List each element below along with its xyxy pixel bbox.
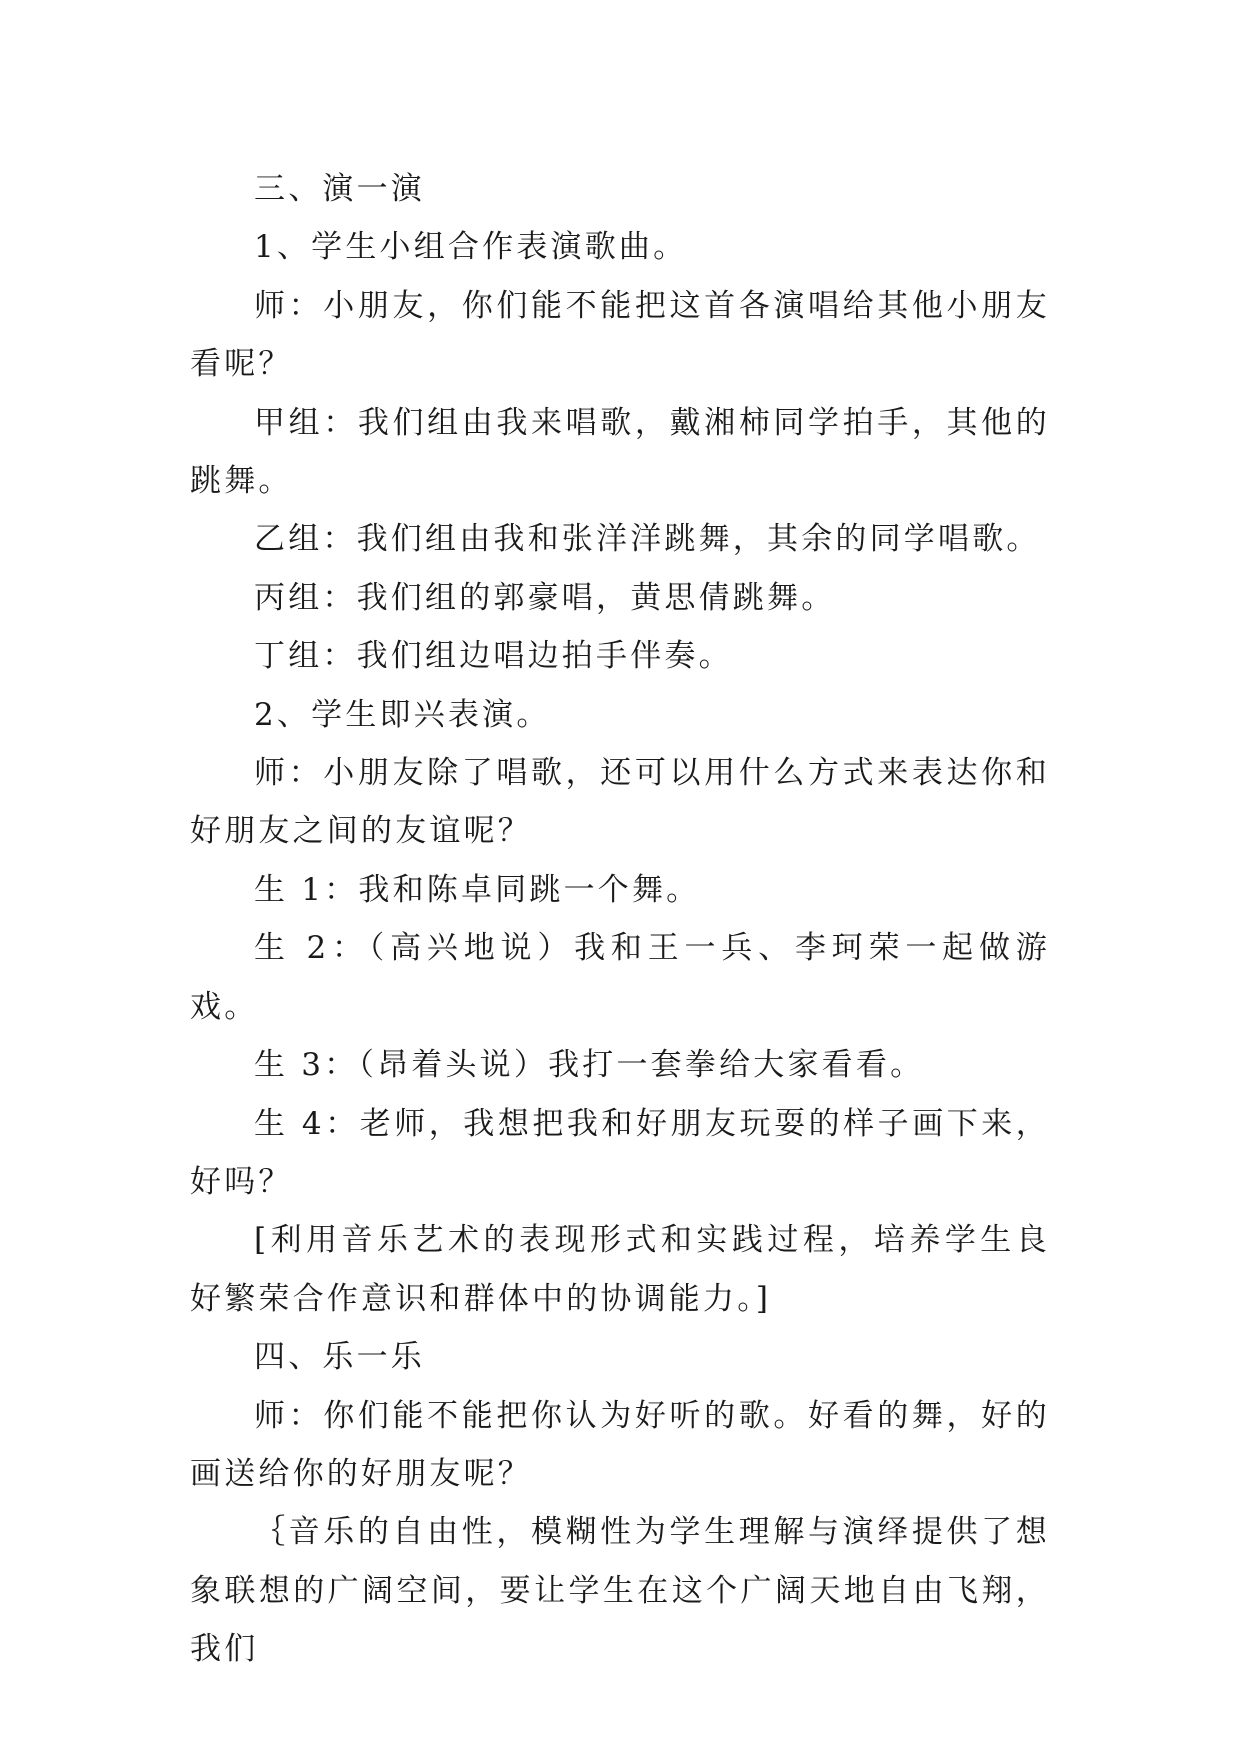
paragraph-group-bing: 丙组：我们组的郭豪唱，黄思倩跳舞。 — [254, 579, 836, 616]
paragraph-group-jia: 甲组：我们组由我来唱歌，戴湘柿同学拍手，其他的跳舞。 — [190, 404, 1050, 500]
paragraph-student-2: 生 2：（高兴地说）我和王一兵、李珂荣一起做游戏。 — [190, 930, 1050, 1025]
paragraph-annotation-1: [利用音乐艺术的表现形式和实践过程，培养学生良好繁荣合作意识和群体中的协调能力。] — [190, 1222, 1050, 1317]
document-body — [190, 160, 1050, 1679]
paragraph-annotation-2: ｛音乐的自由性，模糊性为学生理解与演绎提供了想象联想的广阔空间，要让学生在这个广阔天地自由飞翔，我们 — [190, 1514, 1050, 1668]
paragraph-student-4: 生 4：老师，我想把我和好朋友玩耍的样子画下来，好吗？ — [190, 1105, 1050, 1200]
paragraph-teacher-question-2: 师：小朋友除了唱歌，还可以用什么方式来表达你和好朋友之间的友谊呢？ — [190, 755, 1050, 850]
paragraph-teacher-question-3: 师：你们能不能把你认为好听的歌。好看的舞，好的画送给你的好朋友呢？ — [190, 1397, 1050, 1492]
paragraph-group-performance: 1、学生小组合作表演歌曲。 — [254, 229, 688, 266]
paragraph-group-ding: 丁组：我们组边唱边拍手伴奏。 — [254, 638, 733, 675]
paragraph-student-3: 生 3：（昂着头说）我打一套拳给大家看看。 — [254, 1047, 925, 1084]
paragraph-improvisation: 2、学生即兴表演。 — [254, 696, 551, 733]
paragraph-group-yi: 乙组：我们组由我和张洋洋跳舞，其余的同学唱歌。 — [254, 521, 1041, 558]
section-heading-enjoy: 四、乐一乐 — [254, 1339, 425, 1376]
paragraph-student-1: 生 1：我和陈卓同跳一个舞。 — [254, 871, 701, 908]
section-heading-perform: 三、演一演 — [254, 171, 425, 207]
paragraph-teacher-question-1: 师：小朋友，你们能不能把这首各演唱给其他小朋友看呢？ — [190, 287, 1050, 383]
